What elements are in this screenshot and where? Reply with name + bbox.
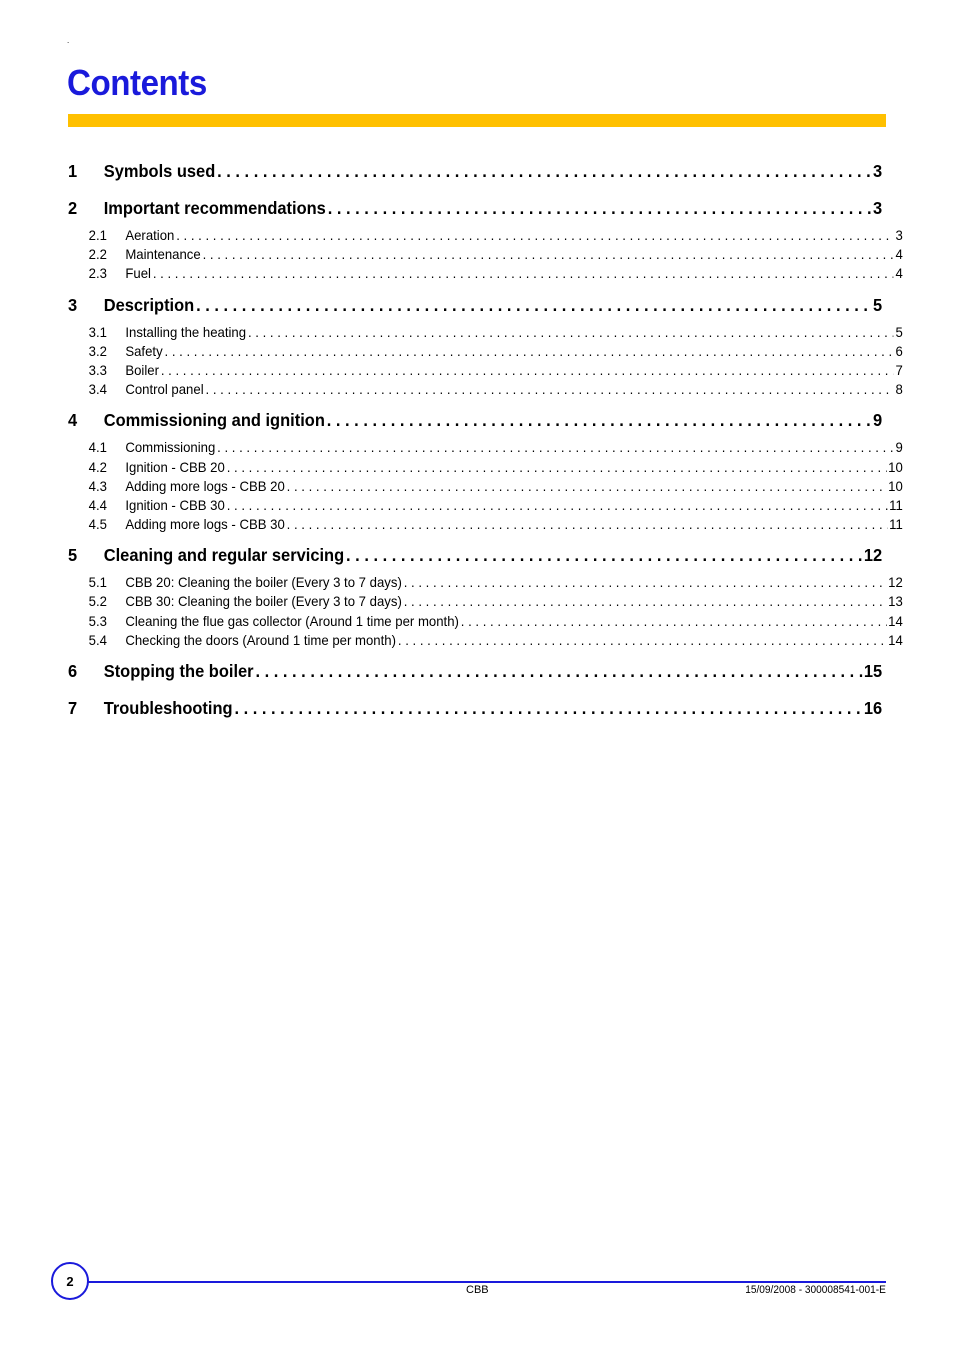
section-title: Fuel (125, 265, 151, 282)
toc-section-entry[interactable] (68, 438, 903, 457)
dot-leader (328, 195, 871, 222)
footer-rule (86, 1281, 886, 1283)
toc-section-list (68, 319, 903, 408)
toc-chapter (68, 407, 903, 542)
section-title: Ignition - CBB 20 (125, 458, 225, 475)
section-page-number: 10 (888, 477, 903, 494)
dot-leader (217, 438, 893, 457)
section-number: 2.2 (88, 246, 107, 263)
page-number-badge: 2 (51, 1262, 89, 1300)
toc-chapter-entry[interactable] (68, 542, 882, 569)
section-page-number: 11 (889, 516, 903, 533)
toc-section-entry[interactable] (68, 380, 903, 399)
section-title: Ignition - CBB 30 (125, 496, 225, 513)
chapter-number: 1 (68, 161, 78, 181)
section-page-number: 14 (888, 612, 903, 629)
toc-chapter (68, 195, 903, 292)
dot-leader (165, 342, 894, 361)
section-page-number: 5 (895, 323, 903, 340)
toc-section-entry[interactable] (68, 631, 903, 650)
title-accent-bar (68, 114, 886, 127)
toc-chapter-entry[interactable] (68, 658, 882, 685)
dot-leader (153, 264, 894, 283)
chapter-spacer (68, 685, 882, 695)
section-title: CBB 30: Cleaning the boiler (Every 3 to 7 days) (125, 593, 402, 610)
section-number: 3.1 (88, 323, 107, 340)
toc-section-entry[interactable] (68, 342, 903, 361)
dot-leader (404, 573, 887, 592)
section-number: 3.4 (88, 381, 107, 398)
dot-leader (227, 458, 887, 477)
toc-section-entry[interactable] (68, 323, 903, 342)
table-of-contents (68, 158, 903, 732)
page-title: Contents (67, 62, 207, 103)
chapter-number: 5 (68, 545, 78, 566)
toc-section-entry[interactable] (68, 496, 903, 515)
toc-chapter-entry[interactable] (68, 292, 882, 319)
chapter-spacer (68, 722, 882, 732)
section-page-number: 13 (888, 593, 903, 610)
section-page-number: 3 (895, 227, 903, 243)
section-page-number: 4 (895, 246, 903, 263)
footer-doc-name: CBB (466, 1284, 489, 1296)
section-number: 4.3 (88, 477, 107, 494)
chapter-number: 7 (68, 698, 78, 718)
toc-chapter (68, 542, 903, 658)
section-number: 5.2 (88, 593, 107, 610)
section-number: 4.5 (88, 516, 107, 533)
section-title: Safety (125, 342, 163, 359)
section-number: 4.4 (88, 496, 107, 513)
chapter-title: Stopping the boiler (103, 661, 254, 681)
chapter-title: Commissioning and ignition (103, 410, 325, 431)
section-page-number: 10 (888, 458, 903, 475)
section-number: 3.3 (88, 361, 107, 378)
chapter-page-number: 12 (863, 545, 883, 566)
toc-chapter (68, 658, 882, 695)
section-number: 2.1 (88, 227, 107, 243)
dot-leader (404, 592, 887, 611)
section-title: Cleaning the flue gas collector (Around 1 time per month) (125, 612, 459, 629)
chapter-number: 3 (68, 294, 78, 315)
toc-section-entry[interactable] (68, 264, 903, 283)
toc-chapter (68, 695, 882, 732)
dot-leader (234, 695, 861, 722)
section-number: 5.4 (88, 631, 107, 648)
chapter-number: 4 (68, 410, 78, 431)
dot-leader (217, 158, 871, 185)
section-number: 4.1 (88, 439, 107, 456)
section-page-number: 9 (895, 439, 903, 456)
header-dot: . (67, 36, 70, 45)
footer-doc-reference: 15/09/2008 - 300008541-001-E (745, 1284, 886, 1296)
section-page-number: 8 (895, 381, 903, 398)
section-page-number: 12 (888, 574, 903, 591)
dot-leader (287, 477, 887, 496)
dot-leader (196, 292, 871, 319)
toc-section-entry[interactable] (68, 361, 903, 380)
dot-leader (206, 380, 894, 399)
section-title: Installing the heating (125, 323, 247, 340)
toc-section-entry[interactable] (68, 245, 903, 264)
toc-chapter (68, 292, 903, 408)
section-title: Adding more logs - CBB 30 (125, 516, 285, 533)
section-page-number: 6 (895, 342, 903, 359)
chapter-number: 6 (68, 661, 78, 681)
toc-section-entry[interactable] (68, 458, 903, 477)
section-page-number: 11 (889, 496, 903, 513)
section-title: Control panel (125, 381, 204, 398)
dot-leader (161, 361, 894, 380)
toc-section-entry[interactable] (68, 477, 903, 496)
dot-leader (346, 542, 862, 569)
toc-chapter-entry[interactable] (68, 195, 882, 222)
dot-leader (398, 631, 886, 650)
toc-chapter-entry[interactable] (68, 695, 882, 722)
chapter-page-number: 15 (863, 661, 883, 681)
section-page-number: 4 (895, 265, 903, 282)
toc-section-entry[interactable] (68, 226, 903, 245)
chapter-page-number: 3 (872, 198, 883, 218)
section-page-number: 7 (895, 361, 903, 378)
dot-leader (248, 323, 894, 342)
dot-leader (327, 407, 871, 434)
section-title: Maintenance (125, 246, 201, 263)
chapter-title: Important recommendations (103, 198, 326, 218)
section-number: 5.3 (88, 612, 107, 629)
chapter-title: Cleaning and regular servicing (103, 545, 345, 566)
chapter-number: 2 (68, 198, 78, 218)
section-number: 5.1 (88, 574, 107, 591)
toc-section-list (68, 434, 903, 542)
chapter-page-number: 9 (872, 410, 883, 431)
section-number: 4.2 (88, 458, 107, 475)
section-number: 3.2 (88, 342, 107, 359)
chapter-title: Troubleshooting (103, 698, 233, 718)
toc-chapter-entry[interactable] (68, 407, 882, 434)
section-title: CBB 20: Cleaning the boiler (Every 3 to 7 days) (125, 574, 402, 591)
dot-leader (255, 658, 861, 685)
section-title: Boiler (125, 361, 159, 378)
dot-leader (287, 515, 888, 534)
toc-chapter (68, 158, 882, 195)
toc-section-list (68, 222, 903, 292)
section-number: 2.3 (88, 265, 107, 282)
chapter-page-number: 3 (872, 161, 883, 181)
toc-section-entry[interactable] (68, 573, 903, 592)
toc-chapter-entry[interactable] (68, 158, 882, 185)
dot-leader (461, 612, 886, 631)
section-title: Aeration (125, 227, 175, 243)
toc-section-entry[interactable] (68, 515, 903, 534)
section-page-number: 14 (888, 631, 903, 648)
chapter-title: Description (103, 294, 195, 315)
section-title: Checking the doors (Around 1 time per month) (125, 631, 397, 648)
dot-leader (227, 496, 888, 515)
toc-section-entry[interactable] (68, 612, 903, 631)
toc-section-list (68, 569, 903, 658)
dot-leader (203, 245, 894, 264)
section-title: Commissioning (125, 439, 216, 456)
toc-section-entry[interactable] (68, 592, 903, 611)
chapter-title: Symbols used (103, 161, 216, 181)
dot-leader (176, 226, 893, 245)
chapter-spacer (68, 185, 882, 195)
section-title: Adding more logs - CBB 20 (125, 477, 285, 494)
chapter-page-number: 16 (863, 698, 883, 718)
chapter-page-number: 5 (872, 294, 883, 315)
